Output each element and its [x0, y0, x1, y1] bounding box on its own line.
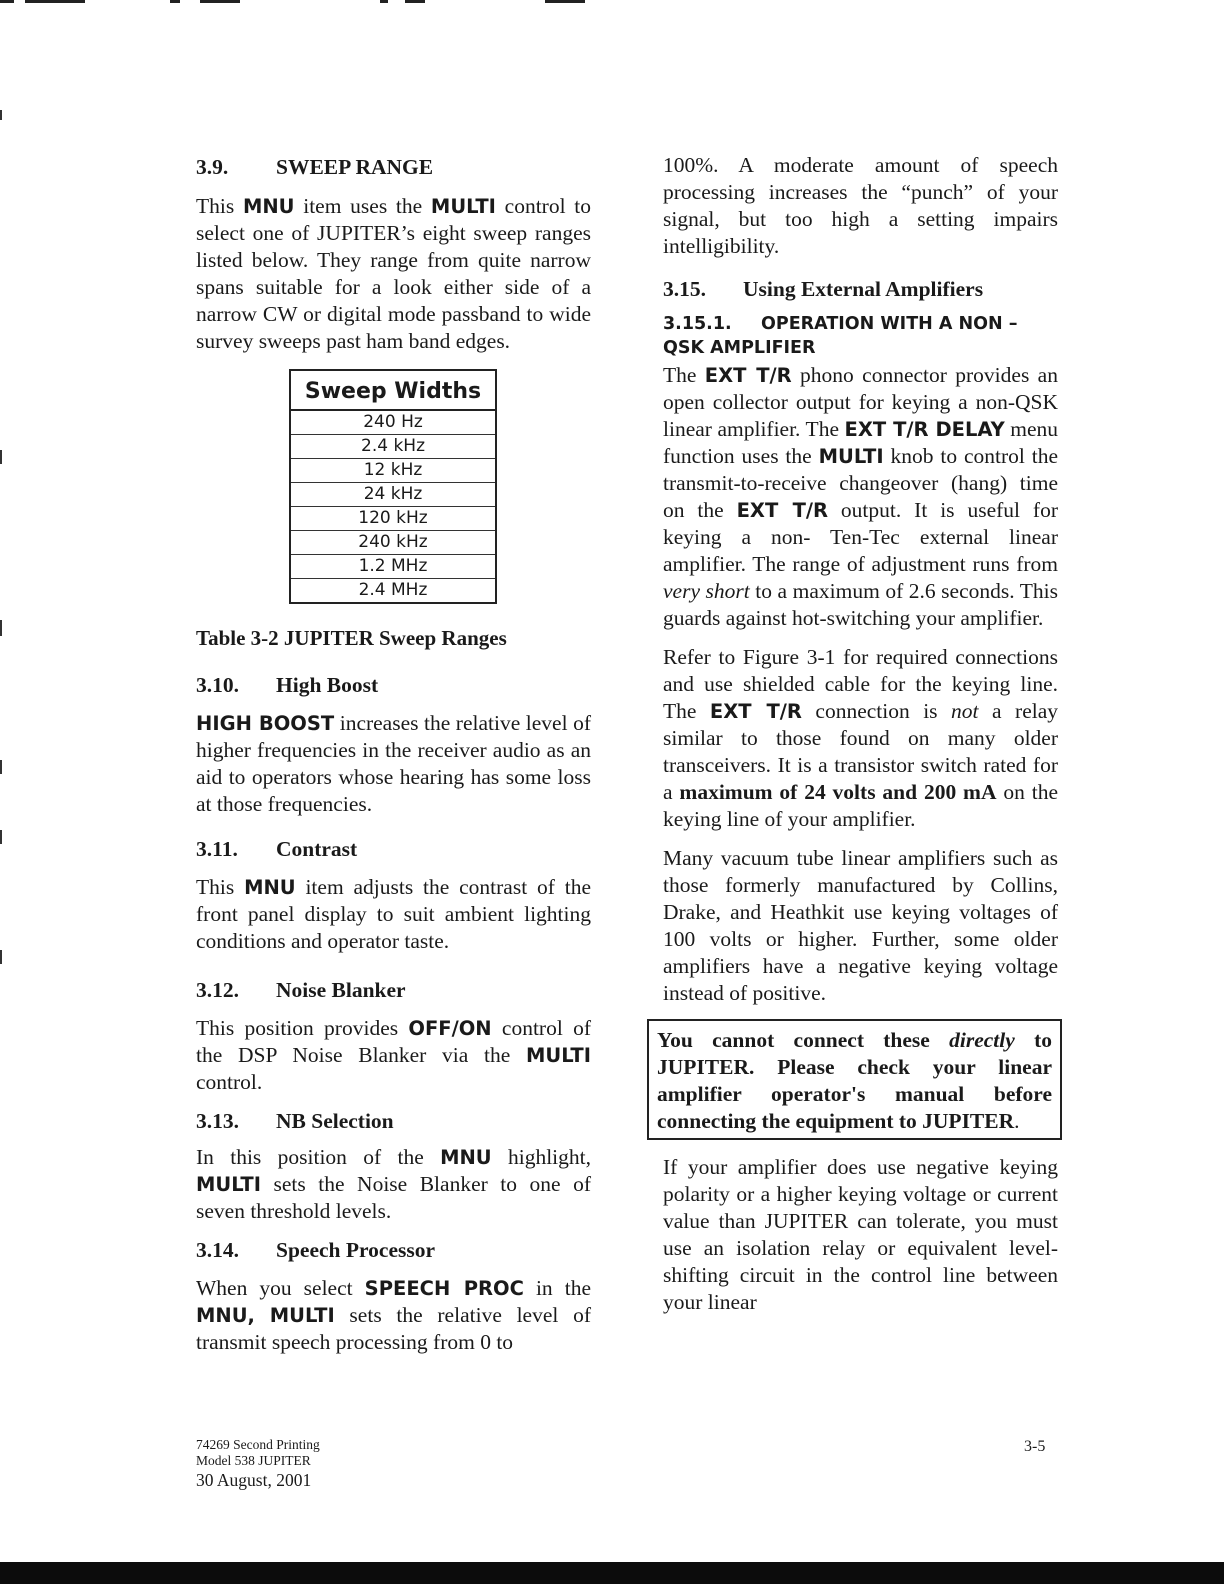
footer-date: 30 August, 2001 [196, 1470, 312, 1490]
section-3-15-heading: 3.15. Using External Amplifiers [663, 277, 984, 301]
section-3-9-heading: 3.9. SWEEP RANGE [196, 155, 434, 179]
scan-top-edge [0, 0, 1224, 4]
section-3-9-body: This MNU item uses the MULTI control to select one of JUPITER’s eight sweep ranges listed below. They range from quite narrow spans suitable for a look either side of a narrow CW or digital mode passband to wide survey sweeps past ham band edges. [196, 194, 591, 353]
scan-edge-mark [0, 950, 2, 964]
table-row: 240 kHz [290, 531, 496, 555]
footer-printing: 74269 Second Printing [196, 1437, 320, 1452]
right-column [657, 152, 1059, 1316]
table-row: 1.2 MHz [290, 555, 496, 579]
table-row: 120 kHz [290, 507, 496, 531]
sweep-widths-table [289, 369, 497, 604]
section-3-12-body: This position provides OFF/ON control of the DSP Noise Blanker via the MULTI control. [196, 1016, 591, 1094]
footer-info [196, 1437, 320, 1491]
scan-edge-mark [0, 830, 2, 844]
page-number: 3-5 [1024, 1438, 1046, 1455]
section-3-11-body: This MNU item adjusts the contrast of the front panel display to suit ambient lighting conditions and operator taste. [196, 875, 592, 953]
warning-text: You cannot connect these directly to JUPITER. Please check your linear amplifier operator's manual before connecting the equipment to JUPITER. [657, 1028, 1052, 1133]
table-row: 24 kHz [290, 483, 496, 507]
section-3-11-heading: 3.11. Contrast [196, 837, 358, 861]
table-row: 240 Hz [290, 410, 496, 435]
section-3-13-body: In this position of the MNU highlight, MULTI sets the Noise Blanker to one of seven threshold levels. [196, 1145, 591, 1223]
ext-tr-paragraph: The EXT T/R phono connector provides an open collector output for keying a non-QSK linear amplifier. The EXT T/R DELAY menu function uses the MULTI knob to control the transmit-to-receive changeover (hang) time on the EXT T/R output. It is useful for keying a non- Ten-Tec external linear amplifier. The range of adjustment runs from very short to a maximum of 2.6 seconds. This guards against hot-switching your amplifier. [663, 363, 1059, 630]
table-row: 12 kHz [290, 459, 496, 483]
table-row: 2.4 MHz [290, 579, 496, 604]
scan-edge-mark [0, 620, 2, 636]
footer-model: Model 538 JUPITER [196, 1453, 311, 1468]
section-3-15-1-heading: 3.15.1. OPERATION WITH A NON – QSK AMPLIFIER [663, 314, 1018, 358]
left-column [196, 152, 591, 1356]
table-header: Sweep Widths [290, 370, 496, 410]
table-caption: Table 3-2 JUPITER Sweep Ranges [196, 626, 507, 650]
section-3-12-heading: 3.12. Noise Blanker [196, 978, 406, 1002]
section-3-14-heading: 3.14. Speech Processor [196, 1238, 436, 1262]
isolation-relay-paragraph: If your amplifier does use negative keying polarity or a higher keying voltage or current value than JUPITER can tolerate, you must use an isolation relay or equivalent level-shifting circuit in the control line between your linear [663, 1155, 1058, 1314]
section-3-13-heading: 3.13. NB Selection [196, 1109, 394, 1133]
keying-line-paragraph: Refer to Figure 3-1 for required connections and use shielded cable for the keying line. The EXT T/R connection is not a relay similar to those found on many older transceivers. It is a transistor switch rated for a maximum of 24 volts and 200 mA on the keying line of your amplifier. [663, 645, 1059, 831]
warning-box [647, 1019, 1062, 1140]
table-row: 2.4 kHz [290, 435, 496, 459]
section-3-10-body: HIGH BOOST increases the relative level of higher frequencies in the receiver audio as an aid to operators whose hearing has some loss at those frequencies. [196, 711, 591, 816]
section-3-10-heading: 3.10. High Boost [196, 673, 379, 697]
scan-edge-mark [0, 760, 2, 774]
scan-bottom-edge [0, 1562, 1224, 1584]
section-3-14-body: When you select SPEECH PROC in the MNU, MULTI sets the relative level of transmit speech processing from 0 to [196, 1276, 592, 1354]
scan-edge-mark [0, 450, 2, 464]
scan-edge-mark [0, 110, 2, 120]
vacuum-tube-paragraph: Many vacuum tube linear amplifiers such as those formerly manufactured by Collins, Drake, and Heathkit use keying voltages of 100 volts or higher. Further, some older amplifiers have a negative keying voltage instead of positive. [663, 846, 1058, 1005]
continued-paragraph: 100%. A moderate amount of speech processing increases the “punch” of your signal, but too high a setting impairs intelligibility. [663, 153, 1058, 258]
